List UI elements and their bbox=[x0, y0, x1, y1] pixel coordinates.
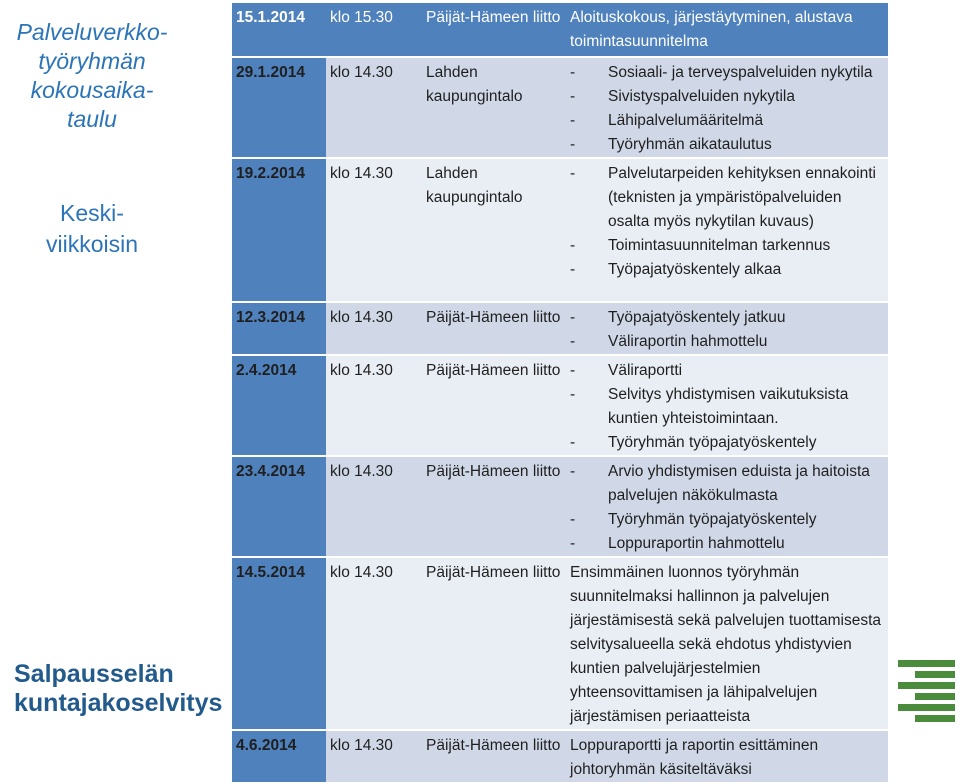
meeting-date: 2.4.2014 bbox=[232, 355, 326, 456]
meeting-place: Päijät-Hämeen liitto bbox=[422, 456, 566, 557]
agenda-item: - Lähipalvelumääritelmä bbox=[570, 109, 884, 133]
meeting-place: Lahden kaupungintalo bbox=[422, 158, 566, 302]
meeting-place: Päijät-Hämeen liitto bbox=[422, 557, 566, 730]
table-row bbox=[232, 355, 888, 456]
table-row bbox=[232, 730, 888, 783]
title-line: kokousaika- bbox=[30, 77, 154, 103]
meeting-agenda bbox=[566, 158, 888, 302]
agenda-list bbox=[570, 162, 884, 282]
meeting-time: klo 14.30 bbox=[326, 456, 422, 557]
agenda-item: - Työpajatyöskentely jatkuu bbox=[570, 306, 884, 330]
agenda-item: - Sivistyspalveluiden nykytila bbox=[570, 85, 884, 109]
meeting-date: 14.5.2014 bbox=[232, 557, 326, 730]
agenda-item: - Työryhmän työpajatyöskentely bbox=[570, 508, 884, 532]
organization-logo bbox=[14, 660, 236, 718]
meeting-time: klo 14.30 bbox=[326, 355, 422, 456]
logo-line: kuntajakoselvitys bbox=[14, 689, 223, 717]
agenda-item: - Loppuraportin hahmottelu bbox=[570, 532, 884, 556]
meeting-date: 19.2.2014 bbox=[232, 158, 326, 302]
page-title bbox=[0, 18, 184, 134]
meeting-time: klo 14.30 bbox=[326, 57, 422, 158]
title-line: Palveluverkko- bbox=[16, 19, 168, 45]
agenda-item: - Väliraportin hahmottelu bbox=[570, 330, 884, 354]
agenda-item: - Työryhmän työpajatyöskentely bbox=[570, 431, 884, 455]
meeting-date: 4.6.2014 bbox=[232, 730, 326, 783]
agenda-item: - Sosiaali- ja terveyspalveluiden nykytila bbox=[570, 61, 884, 85]
header-date: 15.1.2014 bbox=[232, 3, 326, 57]
subtitle-line: Keski- bbox=[60, 200, 124, 226]
logo-line: Salpausselän bbox=[14, 660, 174, 688]
meeting-agenda bbox=[566, 302, 888, 355]
meeting-time: klo 14.30 bbox=[326, 302, 422, 355]
subtitle-line: viikkoisin bbox=[45, 231, 139, 257]
meeting-date: 29.1.2014 bbox=[232, 57, 326, 158]
agenda-item: - Työryhmän aikataulutus bbox=[570, 133, 884, 157]
meeting-date: 12.3.2014 bbox=[232, 302, 326, 355]
meeting-schedule-table bbox=[232, 3, 888, 784]
table-row bbox=[232, 302, 888, 355]
agenda-item: - Palvelutarpeiden kehityksen ennakointi (teknisten ja ympäristöpalveluiden osalta myös nykytilan kuvaus) bbox=[570, 162, 884, 234]
agenda-list bbox=[570, 61, 884, 157]
meeting-place: Päijät-Hämeen liitto bbox=[422, 730, 566, 783]
meeting-agenda bbox=[566, 456, 888, 557]
meeting-time: klo 14.30 bbox=[326, 557, 422, 730]
agenda-item: - Toimintasuunnitelman tarkennus bbox=[570, 234, 884, 258]
table-row bbox=[232, 57, 888, 158]
meeting-time: klo 14.30 bbox=[326, 730, 422, 783]
meeting-agenda bbox=[566, 57, 888, 158]
agenda-item: - Arvio yhdistymisen eduista ja haitoista palvelujen näkökulmasta bbox=[570, 460, 884, 508]
page-subtitle bbox=[0, 198, 184, 260]
sidebar bbox=[0, 0, 232, 774]
table-row bbox=[232, 158, 888, 302]
header-agenda: Aloituskokous, järjestäytyminen, alustava toimintasuunnitelma bbox=[566, 3, 888, 57]
meeting-place: Lahden kaupungintalo bbox=[422, 57, 566, 158]
table-header-row bbox=[232, 3, 888, 57]
meeting-agenda: Loppuraportti ja raportin esittäminen johtoryhmän käsiteltäväksi bbox=[566, 730, 888, 783]
agenda-item: - Selvitys yhdistymisen vaikutuksista kuntien yhteistoimintaan. bbox=[570, 383, 884, 431]
agenda-list bbox=[570, 460, 884, 556]
meeting-time: klo 14.30 bbox=[326, 158, 422, 302]
meeting-agenda: Ensimmäinen luonnos työryhmän suunnitelmaksi hallinnon ja palvelujen järjestämisestä sekä palvelujen tuottamisesta selvitysalueella sekä ehdotus yhdistyvien kuntien palvelujärjestelmien yhteensovittamisen ja lähipalvelujen järjestämisen periaatteista bbox=[566, 557, 888, 730]
title-line: työryhmän bbox=[38, 48, 146, 74]
agenda-item: - Väliraportti bbox=[570, 359, 884, 383]
agenda-list bbox=[570, 359, 884, 455]
header-place: Päijät-Hämeen liitto bbox=[422, 3, 566, 57]
agenda-list bbox=[570, 306, 884, 354]
table-row bbox=[232, 557, 888, 730]
meeting-place: Päijät-Hämeen liitto bbox=[422, 355, 566, 456]
title-line: taulu bbox=[67, 106, 117, 132]
meeting-place: Päijät-Hämeen liitto bbox=[422, 302, 566, 355]
agenda-item: - Työpajatyöskentely alkaa bbox=[570, 258, 884, 282]
header-time: klo 15.30 bbox=[326, 3, 422, 57]
meeting-agenda bbox=[566, 355, 888, 456]
stripes-logo-icon bbox=[898, 660, 955, 722]
table-row bbox=[232, 456, 888, 557]
meeting-date: 23.4.2014 bbox=[232, 456, 326, 557]
